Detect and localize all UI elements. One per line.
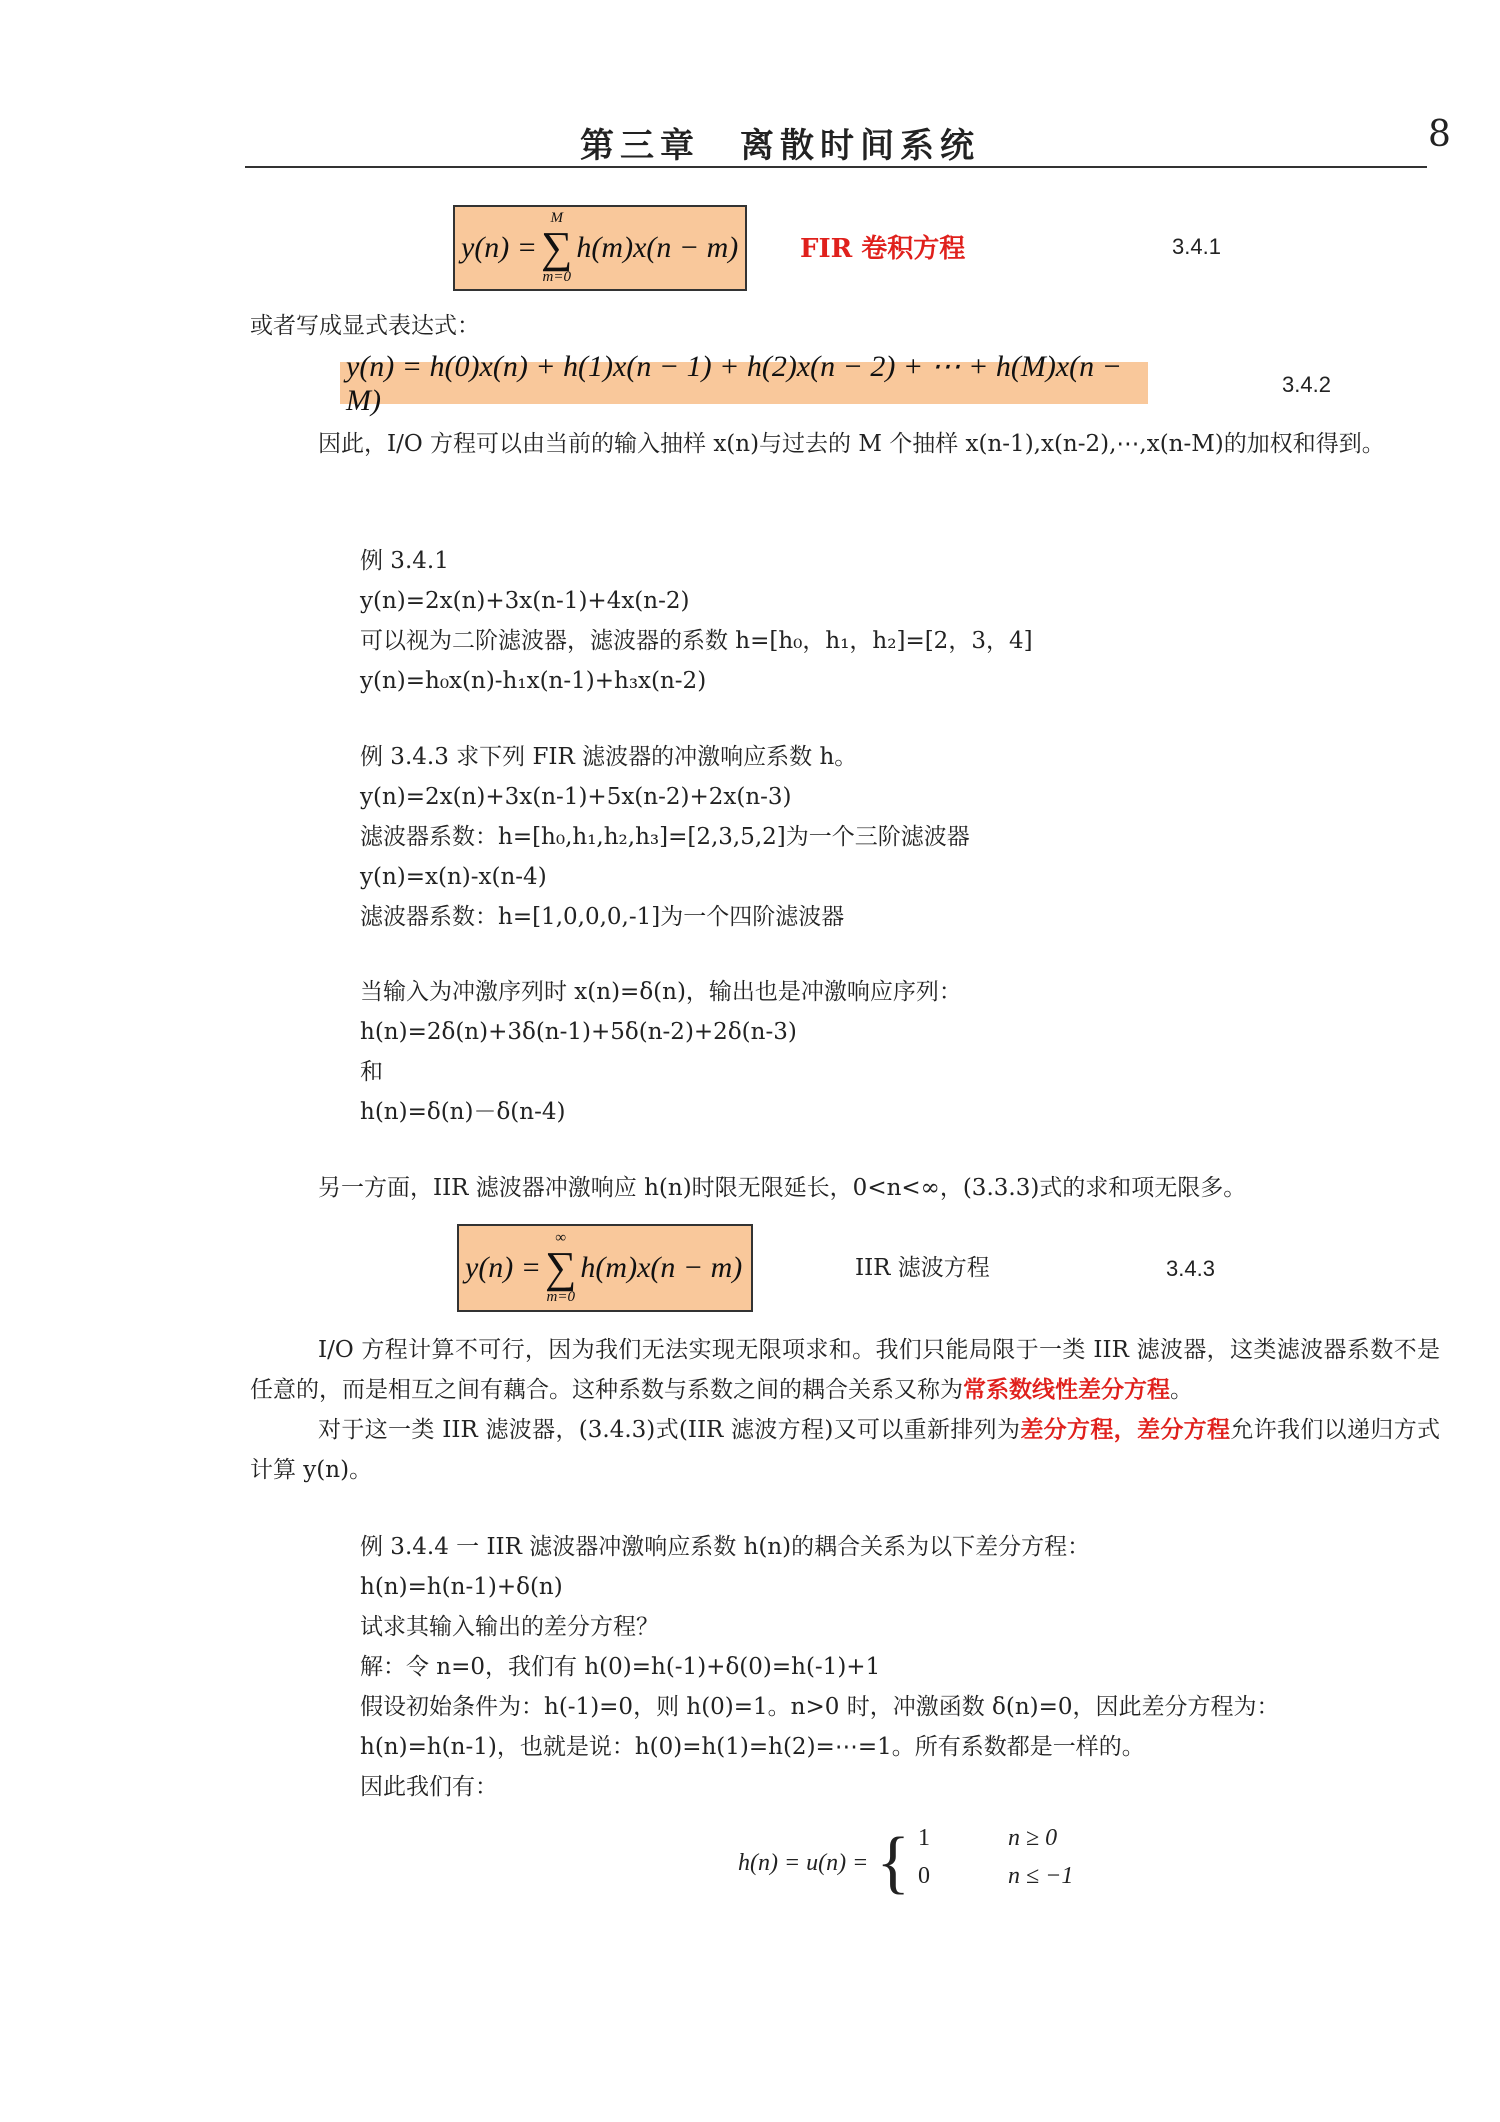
example-line: 滤波器系数：h=[1,0,0,0,-1]为一个四阶滤波器 [360, 904, 845, 930]
example-line: y(n)=2x(n)+3x(n-1)+4x(n-2) [360, 588, 690, 614]
fir-convolution-formula-box [453, 205, 747, 291]
case-value: 0 [917, 1863, 930, 1889]
case-value: 1 [917, 1825, 930, 1851]
example-line: y(n)=2x(n)+3x(n-1)+5x(n-2)+2x(n-3) [360, 784, 792, 810]
example-line: h(n)=h(n-1)+δ(n) [360, 1574, 563, 1600]
sum-upper-limit: ∞ [555, 1230, 567, 1246]
paragraph-io-equation: 因此，I/O 方程可以由当前的输入抽样 x(n)与过去的 M 个抽样 x(n-1),x(n-2),⋯,x(n-M)的加权和得到。 [318, 431, 1385, 457]
chapter-title: 第三章 离散时间系统 [580, 126, 980, 166]
paragraph-text: 允许我们以递归方式计算 y(n)。 [250, 1417, 1441, 1483]
sum-lower-limit: m=0 [542, 269, 571, 285]
example-line: h(n)=δ(n)－δ(n-4) [360, 1099, 566, 1125]
example-line: y(n)=x(n)-x(n-4) [360, 864, 547, 890]
explicit-expression-bar: y(n) = h(0)x(n) + h(1)x(n − 1) + h(2)x(n − 2) + ⋯ + h(M)x(n − M) [340, 362, 1148, 404]
paragraph-text: 。 [1170, 1377, 1193, 1403]
formula-lhs: y(n) = [465, 1251, 542, 1284]
formula-lhs: y(n) = [461, 231, 538, 264]
brace-symbol: { [876, 1824, 910, 1901]
sum-upper-limit: M [550, 210, 563, 226]
example-line: 试求其输入输出的差分方程？ [360, 1614, 659, 1640]
formula-rhs: h(m)x(n − m) [576, 231, 739, 264]
example-line: 和 [360, 1059, 383, 1085]
paragraph-iir: 另一方面，IIR 滤波器冲激响应 h(n)时限无限延长，0<n<∞，(3.3.3)式的求和项无限多。 [318, 1175, 1247, 1201]
example-line: h(n)=h(n-1)，也就是说：h(0)=h(1)=h(2)=⋯=1。所有系数都是一样的。 [360, 1734, 1145, 1760]
iir-formula-box [457, 1224, 753, 1312]
paragraph-text: 对于这一类 IIR 滤波器，(3.4.3)式(IIR 滤波方程)又可以重新排列为 [318, 1417, 1021, 1443]
example-line: y(n)=h₀x(n)-h₁x(n-1)+h₃x(n-2) [360, 668, 707, 694]
highlight-term: 差分方程 [1137, 1416, 1231, 1443]
case-condition: n ≥ 0 [1007, 1825, 1058, 1851]
example-line: 例 3.4.4 一 IIR 滤波器冲激响应系数 h(n)的耦合关系为以下差分方程： [360, 1534, 1091, 1560]
summation-symbol: ∞ ∑ m=0 [545, 1230, 577, 1305]
piecewise-lhs: h(n) = u(n) = [738, 1849, 869, 1876]
example-line: 假设初始条件为：h(-1)=0，则 h(0)=1。n>0 时，冲激函数 δ(n)=0，因此差分方程为： [360, 1694, 1280, 1720]
equation-number-342: 3.4.2 [1282, 372, 1331, 397]
fir-equation-label: FIR 卷积方程 [800, 234, 966, 264]
explicit-intro: 或者写成显式表达式： [250, 313, 480, 339]
example-line: 因此我们有： [360, 1774, 498, 1800]
piecewise-step-function [738, 1825, 1073, 1901]
formula-rhs: h(m)x(n − m) [580, 1251, 743, 1284]
iir-equation-label: IIR 滤波方程 [855, 1255, 990, 1281]
highlight-term: 常系数线性差分方程 [963, 1376, 1170, 1403]
highlight-term: 差分方程 [1020, 1416, 1114, 1443]
separator: ， [1113, 1416, 1138, 1443]
equation-number-343: 3.4.3 [1166, 1256, 1215, 1281]
example-line: 滤波器系数：h=[h₀,h₁,h₂,h₃]=[2,3,5,2]为一个三阶滤波器 [360, 824, 970, 850]
example-line: h(n)=2δ(n)+3δ(n-1)+5δ(n-2)+2δ(n-3) [360, 1019, 797, 1045]
paragraph-coupling [250, 1330, 1440, 1410]
equation-number-341: 3.4.1 [1172, 234, 1221, 259]
example-line: 例 3.4.3 求下列 FIR 滤波器的冲激响应系数 h。 [360, 744, 858, 770]
paragraph-difference-equation [250, 1410, 1440, 1490]
piecewise-cases [918, 1825, 1073, 1901]
paragraph-text: I/O 方程计算不可行，因为我们无法实现无限项求和。我们只能局限于一类 IIR 滤波器，这类滤波器系数不是任意的，而是相互之间有藕合。这种系数与系数之间的耦合关系又称为 [250, 1337, 1440, 1403]
sum-lower-limit: m=0 [546, 1289, 575, 1305]
header-rule [245, 166, 1427, 168]
example-343 [360, 737, 970, 937]
example-line: 当输入为冲激序列时 x(n)=δ(n)，输出也是冲激响应序列： [360, 979, 962, 1005]
page-number: 8 [1428, 114, 1451, 155]
case-condition: n ≤ −1 [1007, 1863, 1074, 1889]
example-344 [360, 1527, 1280, 1807]
example-341 [360, 541, 1033, 701]
example-line: 可以视为二阶滤波器，滤波器的系数 h=[h₀，h₁，h₂]=[2，3，4] [360, 628, 1033, 654]
case-row [918, 1825, 1073, 1863]
example-line: 例 3.4.1 [360, 548, 449, 574]
impulse-response-example [360, 972, 962, 1132]
example-line: 解：令 n=0，我们有 h(0)=h(-1)+δ(0)=h(-1)+1 [360, 1654, 881, 1680]
case-row [918, 1863, 1073, 1901]
summation-symbol: M ∑ m=0 [541, 210, 573, 285]
